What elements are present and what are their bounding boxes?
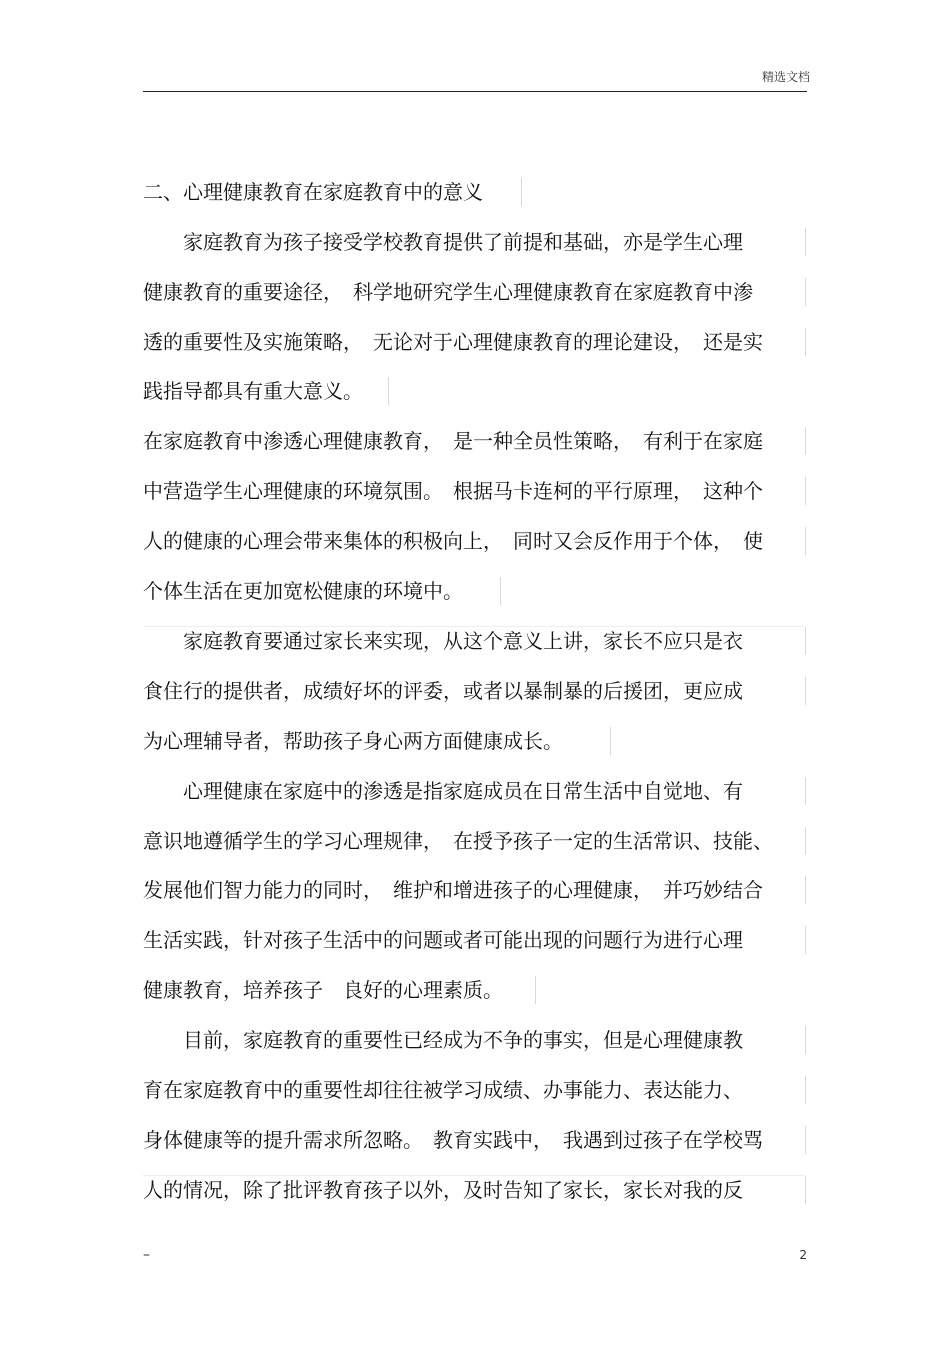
section-heading: 二、心理健康教育在家庭教育中的意义 (143, 180, 483, 204)
guide-line (535, 976, 536, 1004)
text-line: 食住行的提供者，成绩好坏的评委，或者以暴制暴的后援团，更应成 (143, 679, 743, 703)
guide-line (805, 1026, 806, 1054)
guide-line (521, 178, 522, 206)
page-header-label: 精选文档 (761, 70, 810, 84)
guide-line (805, 228, 806, 256)
text-line: 意识地遵循学生的学习心理规律， 在授予孩子一定的生活常识、技能、 (143, 829, 773, 853)
text-line: 家庭教育要通过家长来实现，从这个意义上讲，家长不应只是衣 (143, 629, 743, 653)
text-line: 人的健康的心理会带来集体的积极向上， 同时又会反作用于个体， 使 (143, 529, 763, 553)
text-line: 个体生活在更加宽松健康的环境中。 (143, 579, 463, 603)
text-line: 家庭教育为孩子接受学校教育提供了前提和基础，亦是学生心理 (143, 230, 743, 254)
guide-line (610, 727, 611, 755)
guide-line (805, 427, 806, 455)
text-line: 发展他们智力能力的同时， 维护和增进孩子的心理健康， 并巧妙结合 (143, 878, 763, 902)
text-line: 生活实践，针对孩子生活中的问题或者可能出现的问题行为进行心理 (143, 928, 743, 952)
text-line: 为心理辅导者，帮助孩子身心两方面健康成长。 (143, 729, 563, 753)
text-line: 目前，家庭教育的重要性已经成为不争的事实，但是心理健康教 (143, 1028, 743, 1052)
text-line: 中营造学生心理健康的环境氛围。 根据马卡连柯的平行原理， 这种个 (143, 479, 763, 503)
text-line: 透的重要性及实施策略， 无论对于心理健康教育的理论建设， 还是实 (143, 330, 763, 354)
text-line: 人的情况，除了批评教育孩子以外，及时告知了家长，家长对我的反 (143, 1178, 743, 1202)
guide-line (805, 827, 806, 855)
guide-line (805, 677, 806, 705)
page-number: 2 (799, 1248, 807, 1262)
text-line: 在家庭教育中渗透心理健康教育， 是一种全员性策略， 有利于在家庭 (143, 429, 763, 453)
guide-rule (143, 626, 805, 627)
guide-line (805, 926, 806, 954)
guide-line (388, 377, 389, 405)
text-line: 健康教育，培养孩子 良好的心理素质。 (143, 978, 503, 1002)
text-line: 践指导都具有重大意义。 (143, 379, 363, 403)
guide-line (805, 1176, 806, 1204)
footer-dash: – (143, 1247, 150, 1263)
text-line: 心理健康在家庭中的渗透是指家庭成员在日常生活中自觉地、有 (143, 779, 743, 803)
guide-rule (143, 1175, 805, 1176)
guide-line (805, 1126, 806, 1154)
guide-line (500, 577, 501, 605)
guide-line (805, 777, 806, 805)
text-line: 健康教育的重要途径， 科学地研究学生心理健康教育在家庭教育中渗 (143, 280, 753, 304)
guide-line (805, 278, 806, 306)
text-line: 身体健康等的提升需求所忽略。 教育实践中， 我遇到过孩子在学校骂 (143, 1128, 763, 1152)
guide-line (805, 328, 806, 356)
guide-line (805, 477, 806, 505)
guide-line (805, 1076, 806, 1104)
header-rule (143, 91, 807, 92)
guide-line (805, 527, 806, 555)
guide-line (805, 876, 806, 904)
text-line: 育在家庭教育中的重要性却往往被学习成绩、办事能力、表达能力、 (143, 1078, 743, 1102)
guide-line (805, 627, 806, 655)
